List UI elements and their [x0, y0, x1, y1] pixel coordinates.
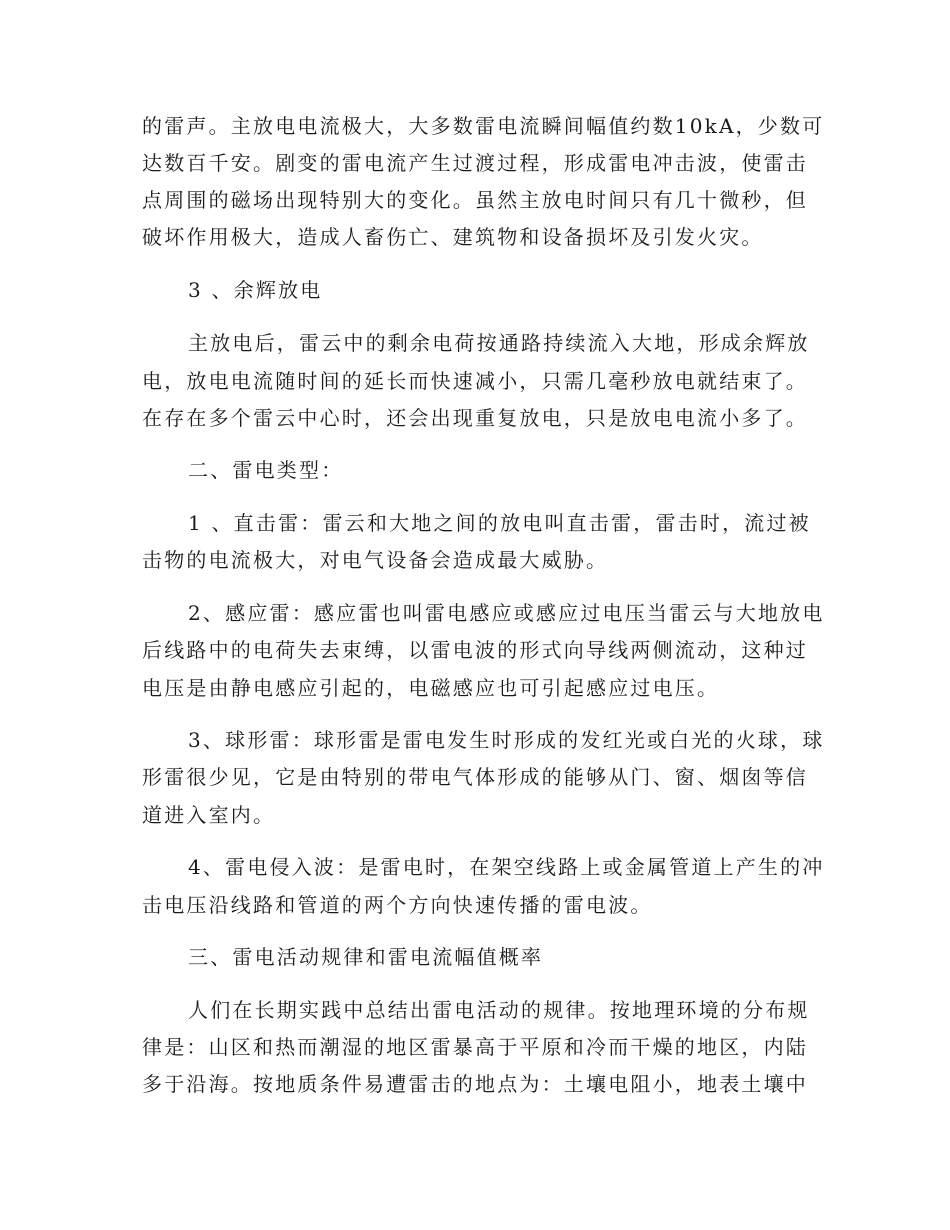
text-line: 主放电后，雷云中的剩余电荷按通路持续流入大地，形成余辉放	[188, 331, 810, 355]
text-line: 击物的电流极大，对电气设备会造成最大威胁。	[142, 548, 609, 572]
text-line: 电，放电电流随时间的延长而快速减小，只需几毫秒放电就结束了。	[142, 369, 808, 393]
text-line: 3、球形雷：球形雷是雷电发生时形成的发红光或白光的火球，球	[188, 728, 825, 752]
section-heading: 二、雷电类型：	[188, 458, 344, 482]
text-line: 形雷很少见，它是由特别的带电气体形成的能够从门、窗、烟囱等信	[142, 765, 808, 789]
text-line: 后线路中的电荷失去束缚，以雷电波的形式向导线两侧流动，这种过	[142, 638, 808, 662]
text-line: 电压是由静电感应引起的，电磁感应也可引起感应过电压。	[142, 676, 720, 700]
text-line: 达数百千安。剧变的雷电流产生过渡过程，形成雷电冲击波，使雷击	[142, 151, 808, 175]
text-line: 多于沿海。按地质条件易遭雷击的地点为：土壤电阻小，地表土壤中	[142, 1072, 808, 1096]
text-line: 4、雷电侵入波：是雷电时，在架空线路上或金属管道上产生的冲	[188, 855, 825, 879]
text-line: 破坏作用极大，造成人畜伤亡、建筑物和设备损坏及引发火灾。	[142, 225, 764, 249]
text-line: 道进入室内。	[142, 803, 276, 827]
text-line: 在存在多个雷云中心时，还会出现重复放电，只是放电电流小多了。	[142, 406, 808, 430]
section-heading: 三、雷电活动规律和雷电流幅值概率	[188, 945, 544, 969]
text-line: 1 、直击雷：雷云和大地之间的放电叫直击雷，雷击时，流过被	[188, 511, 811, 535]
text-line: 2、感应雷：感应雷也叫雷电感应或感应过电压当雷云与大地放电	[188, 601, 825, 625]
text-line: 人们在长期实践中总结出雷电活动的规律。按地理环境的分布规	[188, 998, 810, 1022]
text-line: 律是：山区和热而潮湿的地区雷暴高于平原和冷而干燥的地区，内陆	[142, 1035, 808, 1059]
text-line: 的雷声。主放电电流极大，大多数雷电流瞬间幅值约数10kA，少数可	[142, 114, 825, 138]
section-heading: 3 、余辉放电	[188, 278, 323, 302]
text-line: 击电压沿线路和管道的两个方向快速传播的雷电波。	[142, 893, 653, 917]
text-line: 点周围的磁场出现特别大的变化。虽然主放电时间只有几十微秒，但	[142, 188, 808, 212]
